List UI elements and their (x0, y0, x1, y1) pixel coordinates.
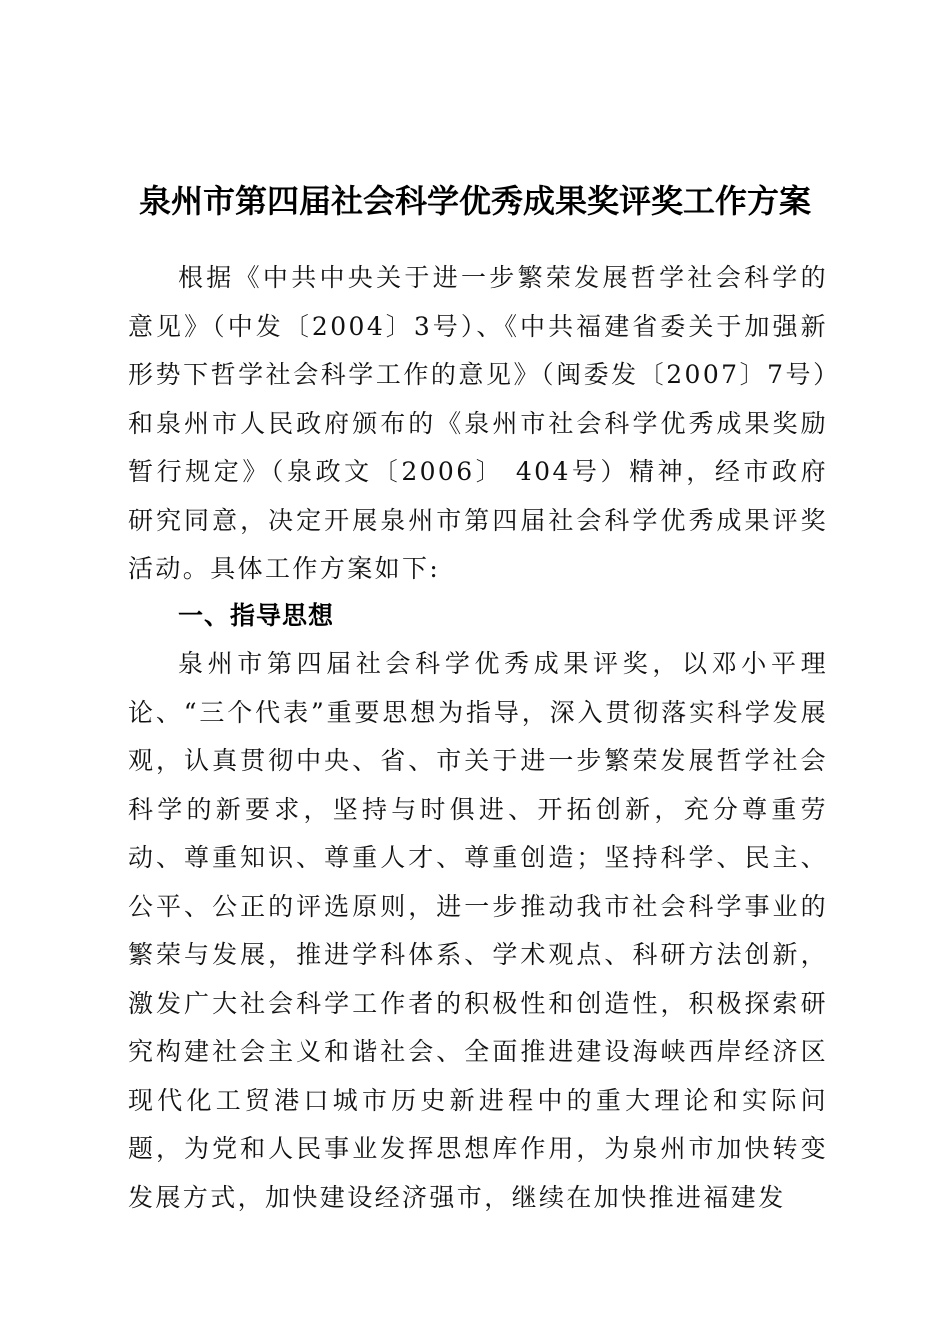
section-heading-guiding-ideology: 一、指导思想 (178, 601, 335, 630)
section-paragraph-guiding-ideology: 泉州市第四届社会科学优秀成果评奖，以邓小平理论、“三个代表”重要思想为指导，深入贯彻落实科学发展观，认真贯彻中央、省、市关于进一步繁荣发展哲学社会科学的新要求，坚持与时俱进、开拓创新，充分尊重劳动、尊重知识、尊重人才、尊重创造；坚持科学、民主、公平、公正的评选原则，进一步推动我市社会科学事业的繁荣与发展，推进学科体系、学术观点、科研方法创新，激发广大社会科学工作者的积极性和创造性，积极探索研究构建社会主义和谐社会、全面推进建设海峡西岸经济区现代化工贸港口城市历史新进程中的重大理论和实际问题，为党和人民事业发挥思想库作用，为泉州市加快转变发展方式，加快建设经济强市，继续在加快推进福建发 (128, 649, 828, 1212)
intro-paragraph: 根据《中共中央关于进一步繁荣发展哲学社会科学的意见》（中发〔2004〕3号）、《中共福建省委关于加强新形势下哲学社会科学工作的意见》（闽委发〔2007〕7号）和泉州市人民政府颁布的《泉州市社会科学优秀成果奖励暂行规定》（泉政文〔2006〕 404号）精神，经市政府研究同意，决定开展泉州市第四届社会科学优秀成果评奖活动。具体工作方案如下: (128, 263, 828, 583)
document-title: 泉州市第四届社会科学优秀成果奖评奖工作方案 (138, 182, 811, 221)
